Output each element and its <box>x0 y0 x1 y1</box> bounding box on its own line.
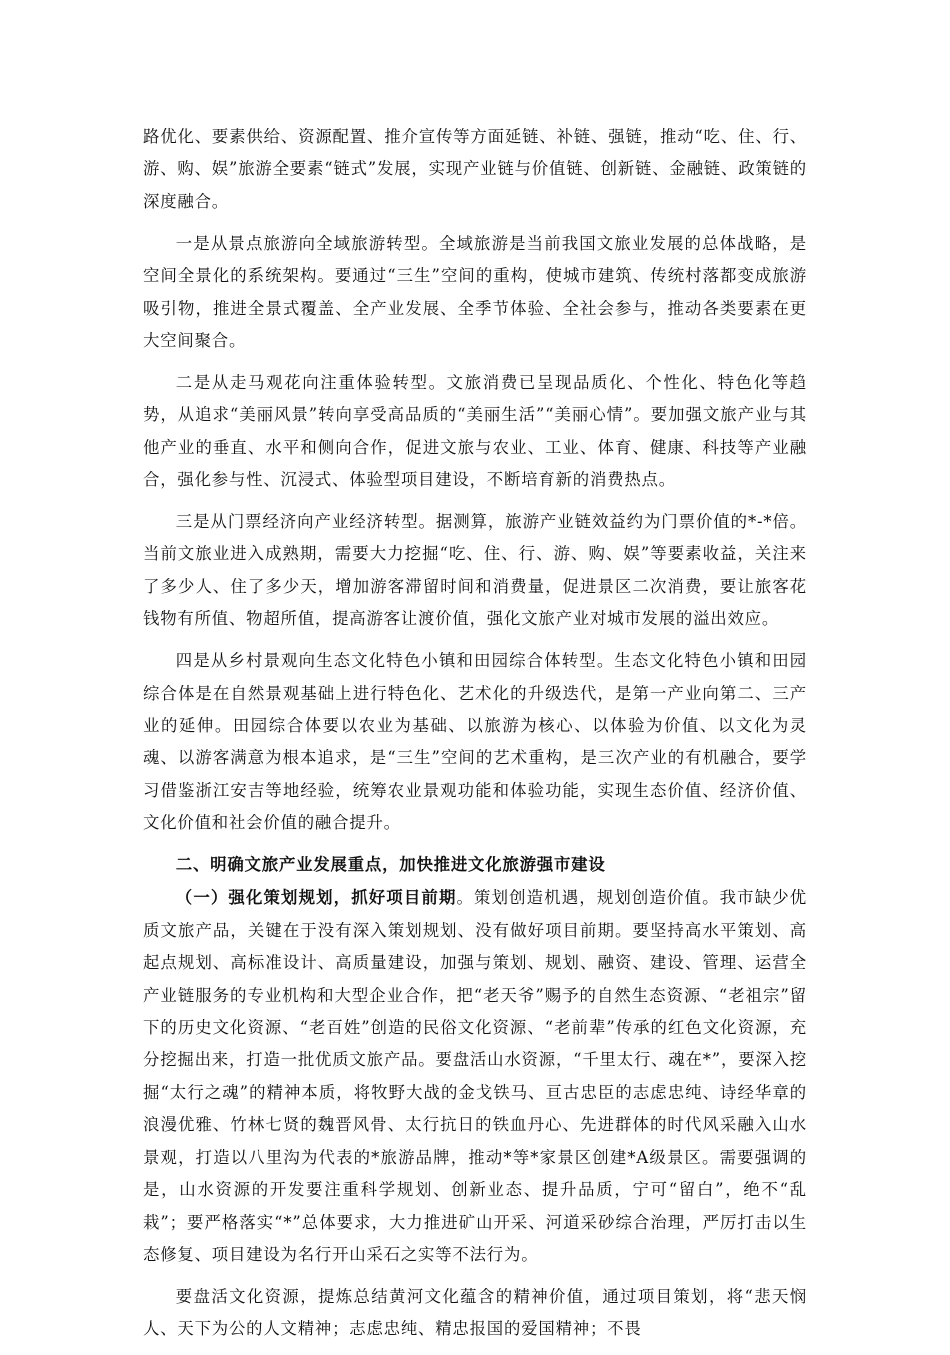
document-page <box>143 121 807 1355</box>
paragraph-cultural-resources: 要盘活文化资源，提炼总结黄河文化蕴含的精神价值，通过项目策划，将“悲天悯人、天下为公的人文精神；志虑忠纯、精忠报国的爱国精神；不畏 <box>143 1286 807 1339</box>
paragraph-transformation-2: 二是从走马观花向注重体验转型。文旅消费已呈现品质化、个性化、特色化等趋势，从追求“美丽风景”转向享受高品质的“美丽生活”“美丽心情”。要加强文旅产业与其他产业的垂直、水平和侧向合作，促进文旅与农业、工业、体育、健康、科技等产业融合，强化参与性、沉浸式、体验型项目建设，不断培育新的消费热点。 <box>143 372 807 490</box>
paragraph-transformation-4: 四是从乡村景观向生态文化特色小镇和田园综合体转型。生态文化特色小镇和田园综合体是在自然景观基础上进行特色化、艺术化的升级迭代，是第一产业向第二、三产业的延伸。田园综合体要以农业为基础、以旅游为核心、以体验为价值、以文化为灵魂、以游客满意为根本追求，是“三生”空间的艺术重构，是三次产业的有机融合，要学习借鉴浙江安吉等地经验，统筹农业景观功能和体验功能，实现生态价值、经济价值、文化价值和社会价值的融合提升。 <box>143 651 807 833</box>
section-heading-2: 二、明确文旅产业发展重点，加快推进文化旅游强市建设 <box>175 855 606 875</box>
paragraph-transformation-3: 三是从门票经济向产业经济转型。据测算，旅游产业链效益约为门票价值的*-*倍。当前文旅业进入成熟期，需要大力挖掘“吃、住、行、游、购、娱”等要素收益，关注来了多少人、住了多少天，增加游客滞留时间和消费量，促进景区二次消费，要让旅客花钱物有所值、物超所值，提高游客让渡价值，强化文旅产业对城市发展的溢出效应。 <box>143 511 807 629</box>
paragraph-planning-lead: （一）强化策划规划，抓好项目前期 <box>175 888 457 908</box>
paragraph-transformation-1: 一是从景点旅游向全域旅游转型。全域旅游是当前我国文旅业发展的总体战略，是空间全景化的系统架构。要通过“三生”空间的重构，使城市建筑、传统村落都变成旅游吸引物，推进全景式覆盖、全产业发展、全季节体验、全社会参与，推动各类要素在更大空间聚合。 <box>143 233 807 350</box>
paragraph-planning-body: 。策划创造机遇，规划创造价值。我市缺少优质文旅产品，关键在于没有深入策划规划、没有做好项目前期。要坚持高水平策划、高起点规划、高标准设计、高质量建设，加强与策划、规划、融资、建设、管理、运营全产业链服务的专业机构和大型企业合作，把“老天爷”赐予的自然生态资源、“老祖宗”留下的历史文化资源、“老百姓”创造的民俗文化资源、“老前辈”传承的红色文化资源，充分挖掘出来，打造一批优质文旅产品。要盘活山水资源，“千里太行、魂在*”，要深入挖掘“太行之魂”的精神本质，将牧野大战的金戈铁马、亘古忠臣的志虑忠纯、诗经华章的浪漫优雅、竹林七贤的魏晋风骨、太行抗日的铁血丹心、先进群体的时代风采融入山水景观，打造以八里沟为代表的*旅游品牌，推动*等*家景区创建*A级景区。需要强调的是，山水资源的开发要注重科学规划、创新业态、提升品质，宁可“留白”，绝不“乱栽”；要严格落实“*”总体要求，大力推进矿山开采、河道采砂综合治理，严厉打击以生态修复、项目建设为名行开山采石之实等不法行为。 <box>143 888 807 1264</box>
paragraph-planning <box>143 882 807 1271</box>
paragraph-continued: 路优化、要素供给、资源配置、推介宣传等方面延链、补链、强链，推动“吃、住、行、游、购、娱”旅游全要素“链式”发展，实现产业链与价值链、创新链、金融链、政策链的深度融合。 <box>143 127 807 211</box>
